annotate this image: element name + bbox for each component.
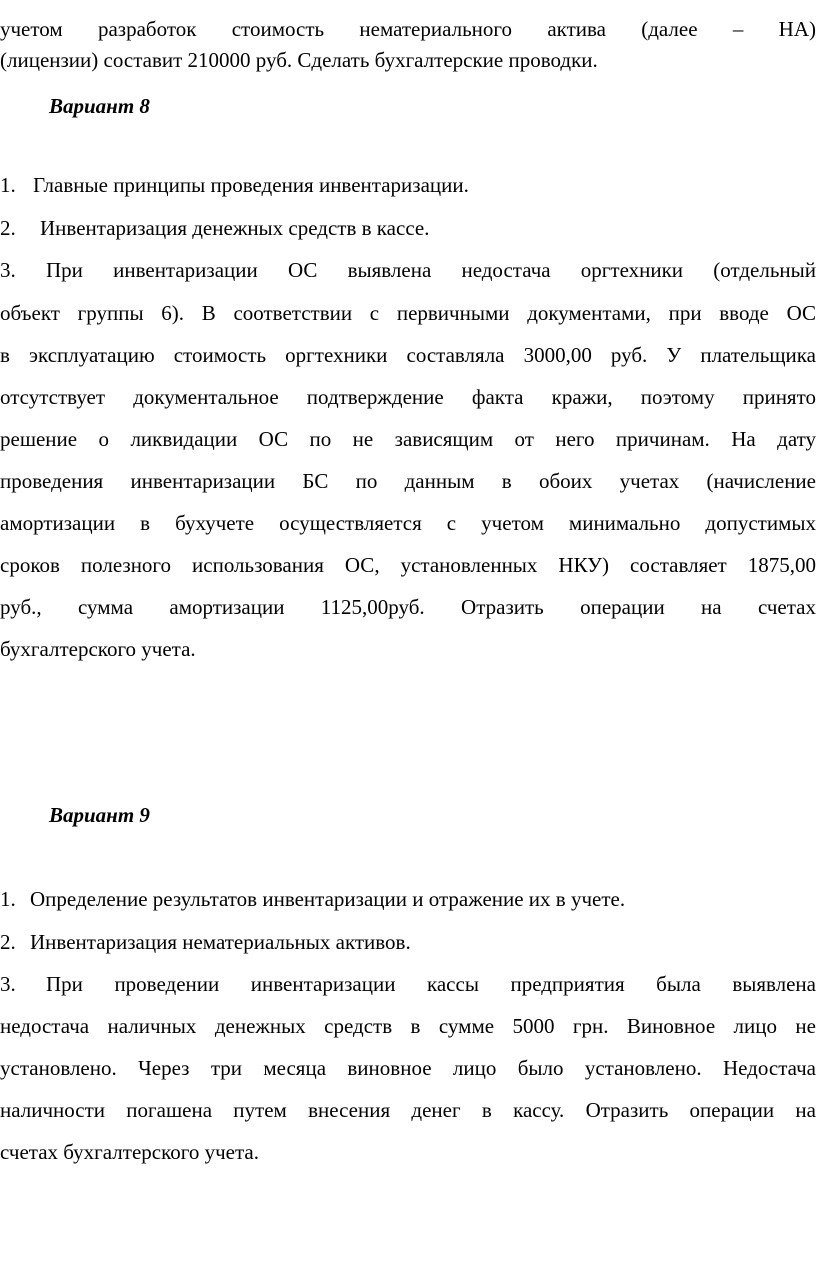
v8-item-3-line: амортизации в бухучете осуществляется с учетом минимально допустимых <box>0 511 816 535</box>
v9-item-3-line: установлено. Через три месяца виновное лицо было установлено. Недостача <box>0 1056 816 1080</box>
v8-item-1-number: 1. <box>0 173 16 197</box>
v8-item-3-number: 3. <box>0 258 16 282</box>
v9-item-3-line: недостача наличных денежных средств в сумме 5000 грн. Виновное лицо не <box>0 1014 816 1038</box>
v8-item-3-line: проведения инвентаризации БС по данным в обоих учетах (начисление <box>0 469 816 493</box>
v9-item-1-number: 1. <box>0 887 16 911</box>
v9-item-3-line: наличности погашена путем внесения денег в кассу. Отразить операции на <box>0 1098 816 1122</box>
v8-item-3-line: сроков полезного использования ОС, установленных НКУ) составляет 1875,00 <box>0 553 816 577</box>
variant-9-heading: Вариант 9 <box>49 803 150 827</box>
v8-item-3-line: бухгалтерского учета. <box>0 637 196 661</box>
v9-item-3-line: счетах бухгалтерского учета. <box>0 1140 259 1164</box>
v8-item-3-line: объект группы 6). В соответствии с первичными документами, при вводе ОС <box>0 301 816 325</box>
v9-item-2-text: Инвентаризация нематериальных активов. <box>30 930 411 954</box>
v9-item-3-first-line: При проведении инвентаризации кассы предприятия была выявлена <box>46 972 816 996</box>
v8-item-3-line: руб., сумма амортизации 1125,00руб. Отразить операции на счетах <box>0 595 816 619</box>
intro-line-1: учетом разработок стоимость нематериального актива (далее – НА) <box>0 17 816 41</box>
v8-item-2-text: Инвентаризация денежных средств в кассе. <box>40 216 430 240</box>
variant-8-heading: Вариант 8 <box>49 94 150 118</box>
intro-line-2: (лицензии) составит 210000 руб. Сделать бухгалтерские проводки. <box>0 48 598 72</box>
v8-item-2-number: 2. <box>0 216 16 240</box>
v8-item-3-line: отсутствует документальное подтверждение факта кражи, поэтому принято <box>0 385 816 409</box>
v9-item-1-text: Определение результатов инвентаризации и отражение их в учете. <box>30 887 626 911</box>
v9-item-3-number: 3. <box>0 972 16 996</box>
v8-item-1-text: Главные принципы проведения инвентаризации. <box>33 173 469 197</box>
v9-item-2-number: 2. <box>0 930 16 954</box>
v8-item-3-line: решение о ликвидации ОС по не зависящим от него причинам. На дату <box>0 427 816 451</box>
v8-item-3-first-line: При инвентаризации ОС выявлена недостача оргтехники (отдельный <box>46 258 816 282</box>
v8-item-3-line: в эксплуатацию стоимость оргтехники составляла 3000,00 руб. У плательщика <box>0 343 816 367</box>
